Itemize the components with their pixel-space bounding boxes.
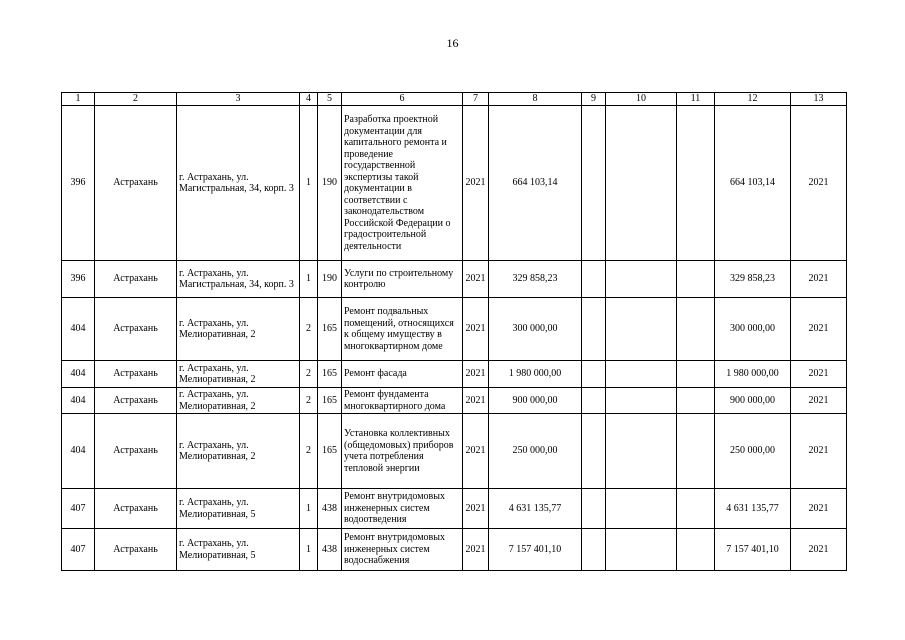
cell-fund-cost: 7 157 401,10	[715, 529, 791, 571]
cell-object-number: 396	[62, 106, 95, 261]
table-row	[62, 489, 847, 529]
cell-end-year: 2021	[791, 261, 847, 298]
header-row	[62, 93, 847, 106]
cell-col-10	[606, 529, 677, 571]
cell-municipality: Астрахань	[95, 361, 177, 388]
cell-col-10	[606, 388, 677, 414]
column-header: 8	[489, 93, 582, 106]
column-header: 11	[677, 93, 715, 106]
cell-col-9	[582, 298, 606, 361]
column-header: 2	[95, 93, 177, 106]
cell-year: 2021	[463, 361, 489, 388]
cell-year: 2021	[463, 388, 489, 414]
cell-col-5: 165	[318, 298, 342, 361]
column-header: 3	[177, 93, 300, 106]
cell-municipality: Астрахань	[95, 414, 177, 489]
cell-col-5: 438	[318, 489, 342, 529]
cell-work-type: Услуги по строительному контролю	[342, 261, 463, 298]
cell-total-cost: 664 103,14	[489, 106, 582, 261]
cell-address: г. Астрахань, ул. Мелиоративная, 2	[177, 414, 300, 489]
cell-object-number: 404	[62, 361, 95, 388]
column-header: 6	[342, 93, 463, 106]
cell-col-5: 190	[318, 261, 342, 298]
cell-end-year: 2021	[791, 106, 847, 261]
cell-col-10	[606, 106, 677, 261]
cell-year: 2021	[463, 489, 489, 529]
table-row	[62, 529, 847, 571]
cell-col-9	[582, 361, 606, 388]
cell-col-4: 1	[300, 489, 318, 529]
cell-col-10	[606, 489, 677, 529]
cell-address: г. Астрахань, ул. Магистральная, 34, корп. 3	[177, 261, 300, 298]
cell-col-5: 165	[318, 414, 342, 489]
cell-address: г. Астрахань, ул. Магистральная, 34, корп. 3	[177, 106, 300, 261]
table-row	[62, 261, 847, 298]
repair-plan-table	[61, 92, 847, 571]
cell-col-4: 2	[300, 361, 318, 388]
cell-address: г. Астрахань, ул. Мелиоративная, 5	[177, 489, 300, 529]
cell-address: г. Астрахань, ул. Мелиоративная, 2	[177, 388, 300, 414]
cell-col-4: 2	[300, 388, 318, 414]
column-header: 5	[318, 93, 342, 106]
cell-year: 2021	[463, 106, 489, 261]
cell-col-4: 1	[300, 106, 318, 261]
cell-col-5: 190	[318, 106, 342, 261]
cell-fund-cost: 1 980 000,00	[715, 361, 791, 388]
cell-total-cost: 1 980 000,00	[489, 361, 582, 388]
cell-year: 2021	[463, 529, 489, 571]
table-row	[62, 298, 847, 361]
cell-object-number: 407	[62, 529, 95, 571]
cell-col-9	[582, 489, 606, 529]
cell-work-type: Ремонт подвальных помещений, относящихся к общему имуществу в многоквартирном доме	[342, 298, 463, 361]
cell-object-number: 396	[62, 261, 95, 298]
cell-col-10	[606, 261, 677, 298]
cell-end-year: 2021	[791, 529, 847, 571]
cell-col-5: 165	[318, 388, 342, 414]
cell-total-cost: 900 000,00	[489, 388, 582, 414]
cell-address: г. Астрахань, ул. Мелиоративная, 5	[177, 529, 300, 571]
cell-municipality: Астрахань	[95, 261, 177, 298]
table-row	[62, 388, 847, 414]
cell-end-year: 2021	[791, 489, 847, 529]
cell-address: г. Астрахань, ул. Мелиоративная, 2	[177, 298, 300, 361]
cell-total-cost: 250 000,00	[489, 414, 582, 489]
cell-col-11	[677, 414, 715, 489]
cell-end-year: 2021	[791, 388, 847, 414]
cell-col-10	[606, 298, 677, 361]
cell-fund-cost: 4 631 135,77	[715, 489, 791, 529]
cell-municipality: Астрахань	[95, 388, 177, 414]
cell-fund-cost: 250 000,00	[715, 414, 791, 489]
cell-end-year: 2021	[791, 361, 847, 388]
cell-municipality: Астрахань	[95, 489, 177, 529]
cell-col-11	[677, 298, 715, 361]
cell-work-type: Ремонт фундамента многоквартирного дома	[342, 388, 463, 414]
cell-col-11	[677, 489, 715, 529]
table-row	[62, 414, 847, 489]
cell-col-11	[677, 361, 715, 388]
cell-work-type: Ремонт внутридомовых инженерных систем водоснабжения	[342, 529, 463, 571]
cell-municipality: Астрахань	[95, 298, 177, 361]
cell-object-number: 404	[62, 298, 95, 361]
cell-municipality: Астрахань	[95, 529, 177, 571]
cell-object-number: 404	[62, 414, 95, 489]
cell-col-9	[582, 388, 606, 414]
column-header: 13	[791, 93, 847, 106]
table-row	[62, 361, 847, 388]
cell-work-type: Ремонт фасада	[342, 361, 463, 388]
cell-fund-cost: 300 000,00	[715, 298, 791, 361]
column-header: 9	[582, 93, 606, 106]
cell-fund-cost: 329 858,23	[715, 261, 791, 298]
cell-object-number: 404	[62, 388, 95, 414]
cell-col-4: 2	[300, 298, 318, 361]
cell-work-type: Установка коллективных (общедомовых) приборов учета потребления тепловой энергии	[342, 414, 463, 489]
cell-col-9	[582, 414, 606, 489]
cell-col-4: 1	[300, 261, 318, 298]
column-header: 4	[300, 93, 318, 106]
cell-col-4: 2	[300, 414, 318, 489]
cell-col-11	[677, 261, 715, 298]
cell-col-11	[677, 106, 715, 261]
cell-year: 2021	[463, 261, 489, 298]
cell-address: г. Астрахань, ул. Мелиоративная, 2	[177, 361, 300, 388]
cell-col-11	[677, 529, 715, 571]
cell-end-year: 2021	[791, 298, 847, 361]
cell-col-11	[677, 388, 715, 414]
cell-total-cost: 329 858,23	[489, 261, 582, 298]
cell-total-cost: 300 000,00	[489, 298, 582, 361]
column-header: 1	[62, 93, 95, 106]
cell-year: 2021	[463, 298, 489, 361]
cell-col-10	[606, 361, 677, 388]
cell-col-9	[582, 529, 606, 571]
cell-col-4: 1	[300, 529, 318, 571]
cell-total-cost: 7 157 401,10	[489, 529, 582, 571]
cell-col-10	[606, 414, 677, 489]
cell-year: 2021	[463, 414, 489, 489]
cell-end-year: 2021	[791, 414, 847, 489]
cell-col-5: 165	[318, 361, 342, 388]
cell-total-cost: 4 631 135,77	[489, 489, 582, 529]
cell-fund-cost: 900 000,00	[715, 388, 791, 414]
column-header: 7	[463, 93, 489, 106]
column-header: 10	[606, 93, 677, 106]
cell-work-type: Разработка проектной документации для капитального ремонта и проведение государственной экспертизы такой документации в соответствии с законодательством Российской Федерации о градостроительной деятельности	[342, 106, 463, 261]
page-number: 16	[446, 36, 459, 50]
cell-col-9	[582, 261, 606, 298]
cell-work-type: Ремонт внутридомовых инженерных систем водоотведения	[342, 489, 463, 529]
cell-object-number: 407	[62, 489, 95, 529]
cell-col-5: 438	[318, 529, 342, 571]
cell-fund-cost: 664 103,14	[715, 106, 791, 261]
table-row	[62, 106, 847, 261]
column-header: 12	[715, 93, 791, 106]
cell-col-9	[582, 106, 606, 261]
cell-municipality: Астрахань	[95, 106, 177, 261]
